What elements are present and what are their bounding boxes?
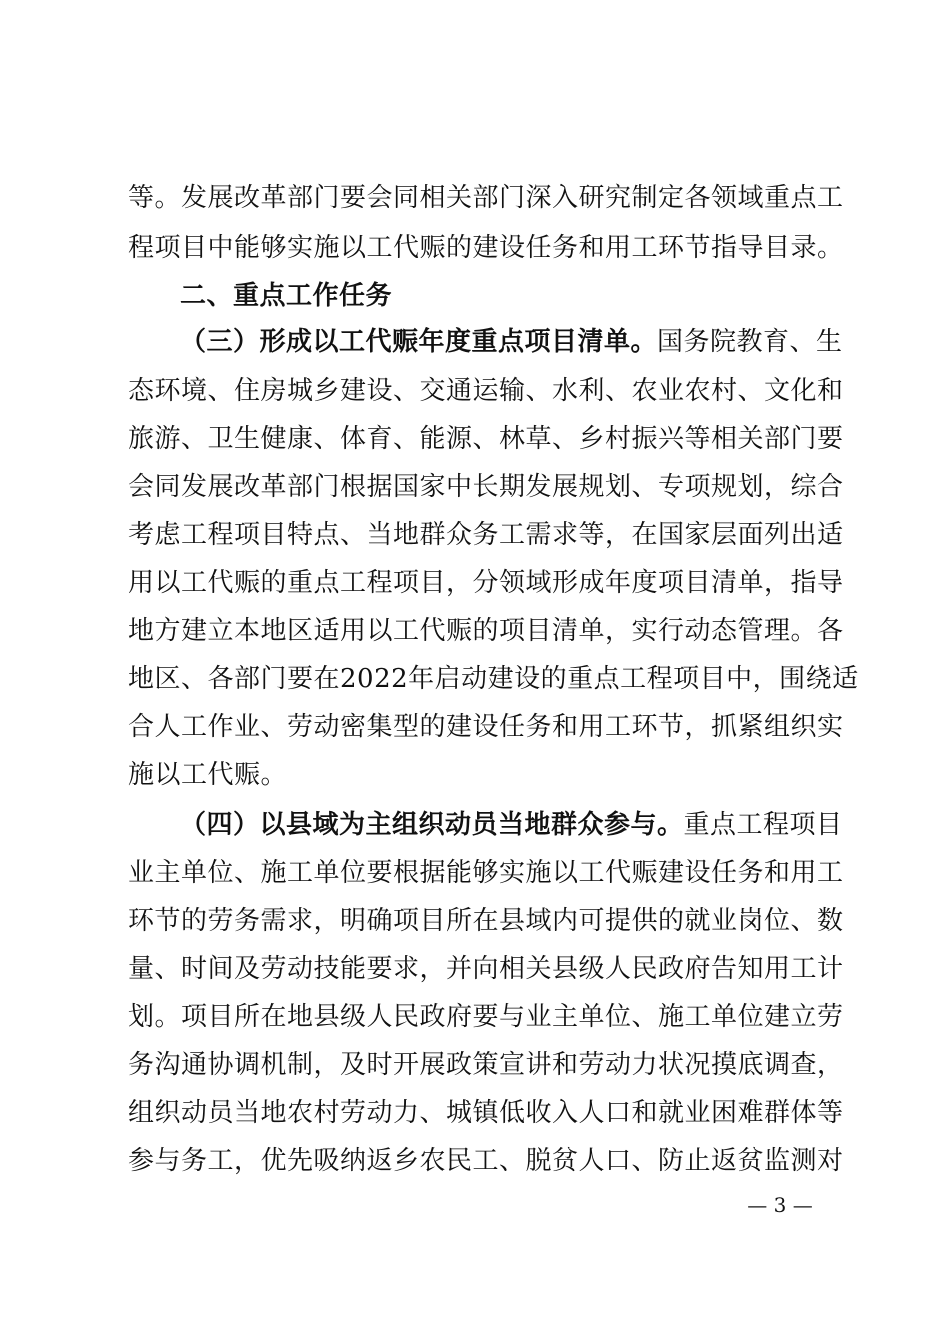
- body-line: 环节的劳务需求，明确项目所在县域内可提供的就业岗位、数: [128, 906, 844, 936]
- paragraph-first-line: （四）以县域为主组织动员当地群众参与。重点工程项目: [180, 810, 843, 840]
- body-line: 组织动员当地农村劳动力、城镇低收入人口和就业困难群体等: [128, 1098, 844, 1128]
- body-line: 地方建立本地区适用以工代赈的项目清单，实行动态管理。各: [128, 616, 844, 646]
- body-line: 施以工代赈。: [128, 760, 288, 790]
- body-line: 态环境、住房城乡建设、交通运输、水利、农业农村、文化和: [128, 376, 844, 406]
- body-line: 划。项目所在地县级人民政府要与业主单位、施工单位建立劳: [128, 1002, 844, 1032]
- body-line: 旅游、卫生健康、体育、能源、林草、乡村振兴等相关部门要: [128, 424, 844, 454]
- body-line: 参与务工，优先吸纳返乡农民工、脱贫人口、防止返贫监测对: [128, 1146, 844, 1176]
- body-line: 量、时间及劳动技能要求，并向相关县级人民政府告知用工计: [128, 954, 844, 984]
- body-line: 地区、各部门要在2022年启动建设的重点工程项目中，围绕适: [128, 664, 859, 694]
- body-line: 业主单位、施工单位要根据能够实施以工代赈建设任务和用工: [128, 858, 844, 888]
- body-line: 用以工代赈的重点工程项目，分领域形成年度项目清单，指导: [128, 568, 844, 598]
- section-heading: 二、重点工作任务: [180, 281, 393, 311]
- body-line: 合人工作业、劳动密集型的建设任务和用工环节，抓紧组织实: [128, 712, 844, 742]
- paragraph-first-line: （三）形成以工代赈年度重点项目清单。国务院教育、生: [180, 327, 843, 357]
- page-number: — 3 —: [747, 1193, 813, 1217]
- paragraph-lead-in: （三）形成以工代赈年度重点项目清单。: [180, 327, 658, 357]
- body-line: 等。发展改革部门要会同相关部门深入研究制定各领域重点工: [128, 183, 844, 213]
- body-line: 程项目中能够实施以工代赈的建设任务和用工环节指导目录。: [128, 233, 844, 263]
- paragraph-lead-in: （四）以县域为主组织动员当地群众参与。: [180, 810, 684, 840]
- body-line: 务沟通协调机制，及时开展政策宣讲和劳动力状况摸底调查，: [128, 1050, 844, 1080]
- body-line: 考虑工程项目特点、当地群众务工需求等，在国家层面列出适: [128, 520, 844, 550]
- body-line: 会同发展改革部门根据国家中长期发展规划、专项规划，综合: [128, 472, 844, 502]
